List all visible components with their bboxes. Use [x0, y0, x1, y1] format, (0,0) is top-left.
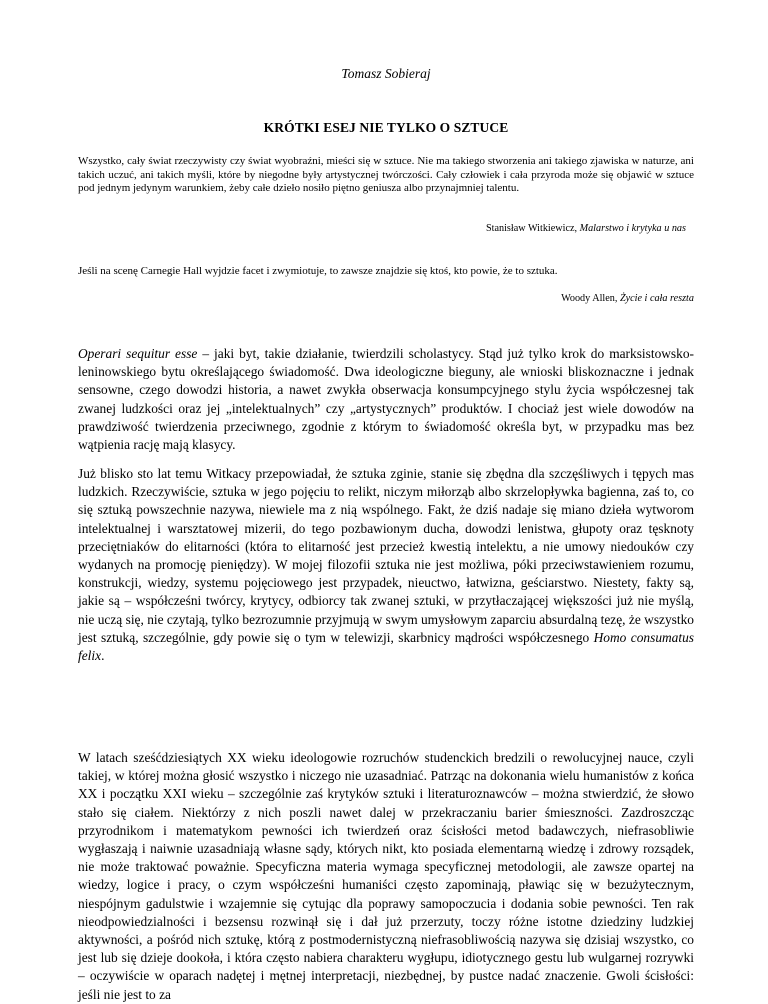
- epigraph-source: Malarstwo i krytyka u nas: [579, 223, 686, 234]
- paragraph-3: W latach sześćdziesiątych XX wieku ideologowie rozruchów studenckich bredzili o rewolucyjnej nauce, czyli takiej, w której można głosić wszystko i niczego nie uzasadniać. Patrząc na dokonania wielu humanistów z końca XX i początku XXI wieku – szczególnie zaś krytyków sztuki i literaturoznawców – można stwierdzić, że słowo stało się ciałem. Niektórzy z nich poszli nawet dalej w przekraczaniu barier śmieszności. Zazdroszcząc przyrodnikom i matematykom pewności ich twierdzeń oraz ścisłości metod badawczych, niefrasobliwie wygłaszają i naiwnie uzasadniają własne sądy, których nikt, kto posiada elementarną wiedzę i zdrowy rozsądek, nie może traktować poważnie. Specyficzna materia wymaga specyficznej metodologii, ale zawsze opartej na wiedzy, logice i pracy, o czym współcześni humaniści często zapominają, pławiąc się w bezużytecznym, niespójnym gadulstwie i wzajemnie się cytując dla poprawy samopoczucia i dodania sobie pewności. Ten rak nieodpowiedzialności i bezsensu rozwinął się i dał już przerzuty, toczy różne istotne dziedziny ludzkiej aktywności, a pośród nich sztukę, którą z postmodernistyczną niefrasobliwością nazywa się dzisiaj wszystko, co jest lub się dzieje dookoła, i która często nabiera charakteru wygłupu, idiotycznego gestu lub wulgarnej rozrywki ‒ oczywiście w oparach nadętej i mętnej interpretacji, niezbędnej, by pustce nadać znaczenie. Gwoli ścisłości: jeśli nie jest to za: [78, 750, 694, 1002]
- paragraph-end: .: [101, 648, 105, 664]
- epigraph-author: Woody Allen,: [561, 293, 618, 304]
- paragraph-1: [78, 345, 694, 454]
- epigraph-witkiewicz-attribution: [486, 222, 686, 235]
- epigraph-witkiewicz: Wszystko, cały świat rzeczywisty czy świat wyobraźni, mieści się w sztuce. Nie ma takiego stworzenia ani takiego zjawiska w naturze, ani takich uczuć, ani takich myśli, które by niegodne były artystycznej twórczości. Cały człowiek i cała przyroda może się objawić w sztuce pod jednym jedynym warunkiem, żeby całe dzieło nosiło piętno geniusza albo przynajmniej talentu.: [78, 155, 694, 195]
- epigraph-allen: Jeśli na scenę Carnegie Hall wyjdzie facet i zwymiotuje, to zawsze znajdzie się ktoś, kto powie, że to sztuka.: [78, 265, 558, 277]
- epigraph-allen-attribution: [561, 292, 694, 305]
- latin-phrase: Operari sequitur esse: [78, 346, 198, 361]
- author-name: Tomasz Sobieraj: [341, 66, 431, 81]
- paragraph-text: Już blisko sto lat temu Witkacy przepowiadał, że sztuka zginie, stanie się zbędna dla szczęśliwych i tępych mas ludzkich. Rzeczywiście, sztuka w jego pojęciu to relikt, niczym miłorząb albo skrzelopływka bagienna, zaś to, co się sztuką powszechnie nazywa, niewiele ma z nią wspólnego. Fakt, że dziś nadaje się miano dzieła wytworom intelektualnej i warsztatowej mizerii, do tego pozbawionym ducha, dowodzi lenistwa, głupoty oraz tęsknoty przeciętniaków do elitarności (która to elitarność jest przecież kwestią intelektu, a nie umowy niedouków czy wydanych na promocję pieniędzy). W mojej filozofii sztuka nie jest możliwa, póki przeciwstawieniem rozumu, konstrukcji, wiedzy, systemu pojęciowego jest przypadek, nieuctwo, łatwizna, geściarstwo. Niestety, fakty są, jakie są – współcześni twórcy, krytycy, odbiorcy tak zwanej sztuki, w przytłaczającej większości już nie myślą, nie uczą się, nie czytają, tylko bezrozumnie przyjmują w swym umysłowym zaparciu absurdalną tezę, że wszystko jest sztuką, szczególnie, gdy powie się o tym w telewizji, skarbnicy mądrości współczesnego: [78, 466, 694, 645]
- paragraph-2: [78, 465, 694, 665]
- essay-title: KRÓTKI ESEJ NIE TYLKO O SZTUCE: [263, 120, 509, 135]
- paragraph-text: – jaki byt, takie działanie, twierdzili scholastycy. Stąd już tylko krok do marksistowsko-leninowskiego bytu określającego świadomość. Dwa ideologiczne bieguny, ale wnioski bliskoznaczne i jednak sensowne, czego dowodzi historia, a nawet zwykła obserwacja konsumpcyjnego stylu życia współczesnej tak zwanej ludzkości oraz jej „intelektualnych” czy „artystycznych” produktów. I chociaż jest wiele dowodów na prawdziwość twierdzenia przeciwnego, zgodnie z którym to świadomość określa byt, w przypadku mas bez wątpienia rację mają klasycy.: [78, 346, 694, 453]
- epigraph-source: Życie i cała reszta: [619, 293, 694, 304]
- latin-term: Homo consumatus felix: [78, 629, 695, 664]
- epigraph-author: Stanisław Witkiewicz,: [485, 223, 578, 234]
